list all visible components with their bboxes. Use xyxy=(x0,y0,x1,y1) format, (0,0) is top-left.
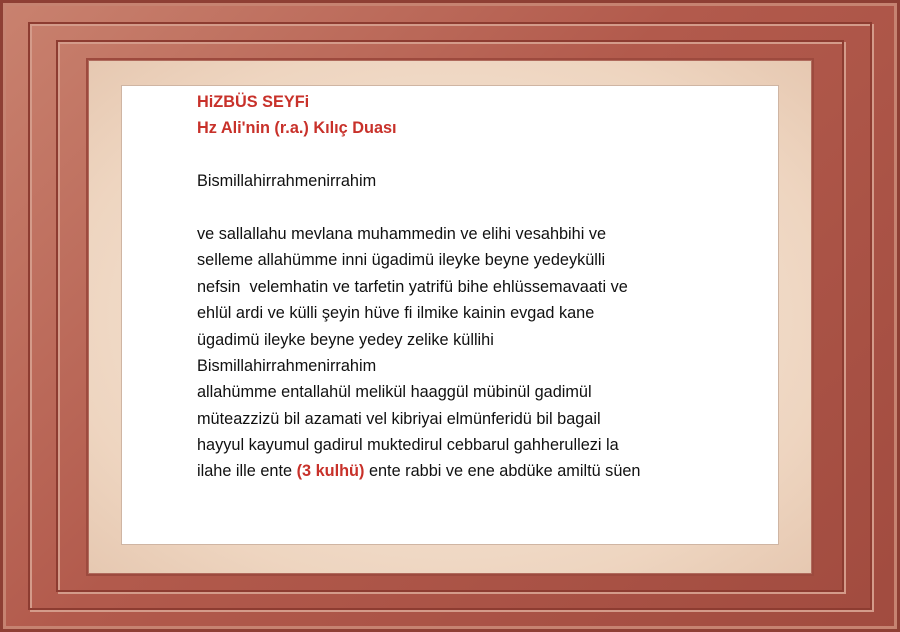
text-line-end: ente rabbi ve ene abdüke amiltü süen xyxy=(364,462,641,481)
text-line: allahümme entallahül melikül haaggül mübinül gadimül xyxy=(197,383,592,402)
text-line: ügadimü ileyke beyne yedey zelike küllihi xyxy=(197,330,494,349)
text-line: hayyul kayumul gadirul muktedirul cebbarul gahherullezi la xyxy=(197,436,619,455)
text-line: nefsin velemhatin ve tarfetin yatrifü bihe ehlüssemavaati ve xyxy=(197,277,628,296)
text-line-start: ilahe ille ente xyxy=(197,462,297,481)
prayer-text xyxy=(197,89,757,485)
text-line-last xyxy=(197,458,757,484)
text-line: ehlül ardi ve külli şeyin hüve fi ilmike kainin evgad kane xyxy=(197,304,595,323)
spacer xyxy=(197,195,757,221)
text-line: selleme allahümme inni ügadimü ileyke beyne yedeykülli xyxy=(197,251,606,270)
prayer-title: HiZBÜS SEYFi xyxy=(197,93,310,111)
basmala-line: Bismillahirrahmenirrahim xyxy=(197,172,377,191)
text-line: müteazzizü bil azamati vel kibriyai elmünferidü bil bagail xyxy=(197,409,601,428)
text-line: ve sallallahu mevlana muhammedin ve elihi vesahbihi ve xyxy=(197,224,607,243)
text-line: Bismillahirrahmenirrahim xyxy=(197,356,377,375)
spacer xyxy=(197,142,757,168)
prayer-subtitle: Hz Ali'nin (r.a.) Kılıç Duası xyxy=(197,119,397,138)
repeat-note: (3 kulhü) xyxy=(296,462,365,481)
